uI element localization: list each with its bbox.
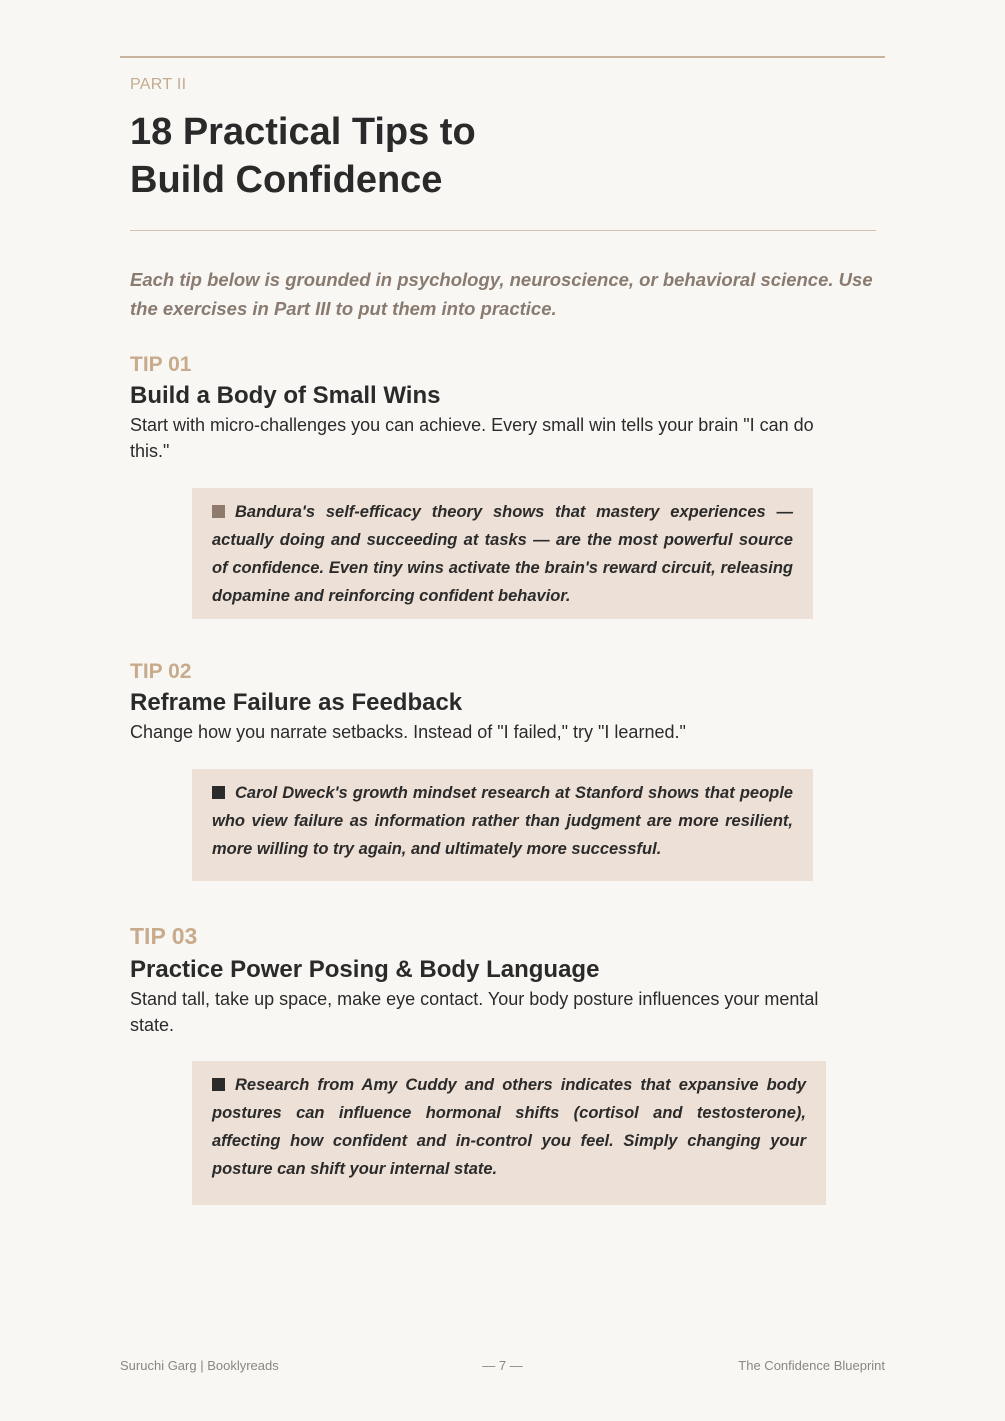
title-divider — [130, 230, 876, 231]
tip-03-body: Stand tall, take up space, make eye contact. Your body posture influences your mental state. — [130, 989, 819, 1035]
tip-02-number: TIP 02 — [130, 660, 192, 683]
tip-03-number: TIP 03 — [130, 923, 198, 949]
square-bullet-icon — [212, 1078, 225, 1091]
page-title-line-1: 18 Practical Tips to — [130, 111, 476, 153]
tip-01-title: Build a Body of Small Wins — [130, 382, 441, 409]
tip-03-research-note — [192, 1061, 826, 1205]
tip-01-research-note — [192, 488, 813, 619]
tip-01-note-text: Bandura's self-efficacy theory shows that mastery experiences — actually doing and succeeding at tasks — are the most powerful source of confidence. Even tiny wins activate the brain's reward circuit, releasing dopamine and reinforcing confident behavior. — [212, 503, 793, 605]
tip-02-body: Change how you narrate setbacks. Instead of "I failed," try "I learned." — [130, 722, 686, 742]
top-rule — [120, 56, 885, 58]
tip-03-note-text: Research from Amy Cuddy and others indicates that expansive body postures can influence hormonal shifts (cortisol and testosterone), affecting how confident and in-control you feel. Simply changing your posture can shift your internal state. — [212, 1076, 806, 1178]
part-label: PART II — [130, 76, 187, 93]
tip-02-note-text: Carol Dweck's growth mindset research at Stanford shows that people who view failure as information rather than judgment are more resilient, more willing to try again, and ultimately more successful. — [212, 784, 793, 858]
square-bullet-icon — [212, 505, 225, 518]
tip-03-title: Practice Power Posing & Body Language — [130, 956, 600, 983]
footer-author: Suruchi Garg | Booklyreads — [120, 1358, 279, 1373]
tip-02-research-note — [192, 769, 813, 881]
page-title — [130, 108, 630, 204]
footer-book-title: The Confidence Blueprint — [738, 1358, 885, 1373]
footer-page-number: — 7 — — [482, 1358, 523, 1373]
intro-text: Each tip below is grounded in psychology, neuroscience, or behavioral science. Use the exercises in Part III to put them into practice. — [130, 269, 873, 319]
tip-01-number: TIP 01 — [130, 353, 192, 376]
page-title-line-2: Build Confidence — [130, 159, 443, 201]
square-bullet-icon — [212, 786, 225, 799]
tip-02-title: Reframe Failure as Feedback — [130, 689, 463, 716]
tip-01-body: Start with micro-challenges you can achieve. Every small win tells your brain "I can do this." — [130, 415, 814, 461]
